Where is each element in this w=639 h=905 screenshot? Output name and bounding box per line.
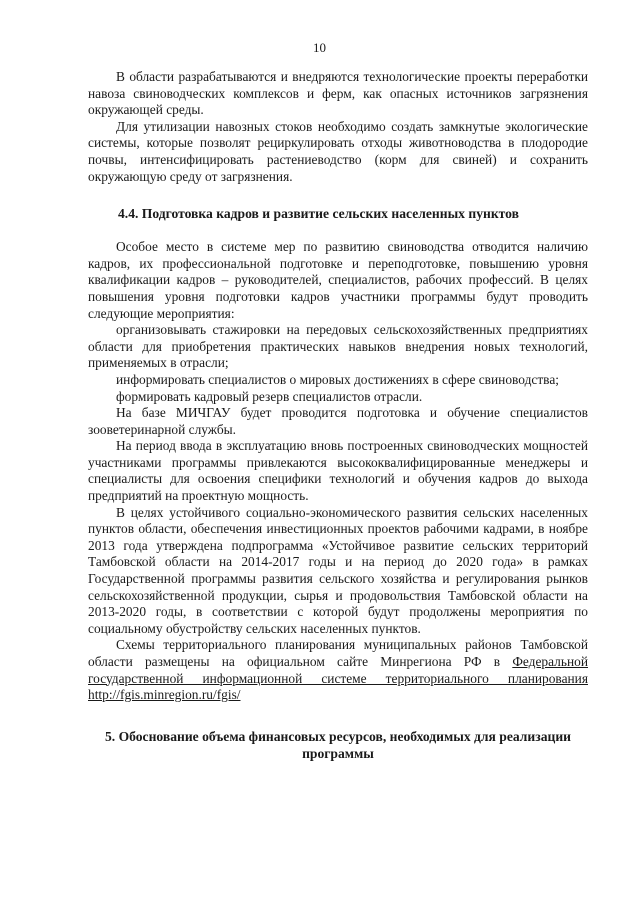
section-4-4-heading: 4.4. Подготовка кадров и развитие сельских населенных пунктов	[118, 206, 519, 222]
list-item-reserve: формировать кадровый резерв специалистов отрасли.	[116, 388, 423, 404]
list-item-internships: организовывать стажировки на передовых сельскохозяйственных предприятиях области для приобретения практических навыков внедрения новых технологий, применяемых в отрасли;	[88, 322, 588, 371]
paragraph-personnel: Особое место в системе мер по развитию свиноводства отводится наличию кадров, их профессиональной подготовке и переподготовке, повышению уровня квалификации кадров – руководителей, специалистов, рабочих профессий. В целях повышения уровня подготовки кадров участники программы будут проводить следующие мероприятия:	[88, 239, 588, 321]
page-number: 10	[313, 40, 326, 55]
paragraph-rural-development: В целях устойчивого социально-экономического развития сельских населенных пунктов области, обеспечения инвестиционных проектов рабочими кадрами, в ноябре 2013 года утверждена подпрограмма «Устойчивое развитие сельских территорий Тамбовской области на 2014-2017 годы и на период до 2020 года» в рамках Государственной программы развития сельского хозяйства и регулирования рынков сельскохозяйственной продукции, сырья и продовольствия Тамбовской области на 2013-2020 годы, в соответствии с которой будут продолжены мероприятия по социальному обустройству сельских населенных пунктов.	[88, 504, 588, 636]
paragraph-territorial-schemes	[88, 637, 588, 703]
schemes-text: Схемы территориального планирования муниципальных районов Тамбовской области размещены на официальном сайте Минрегиона РФ в	[88, 637, 588, 669]
page-content	[88, 69, 588, 762]
paragraph-eco-systems: Для утилизации навозных стоков необходимо создать замкнутые экологические системы, которые позволят рециркулировать отходы животноводства в плодородие почвы, интенсифицировать растениеводство (корм для свиней) и сохранить окружающую среду от загрязнения.	[88, 118, 588, 184]
fgis-link[interactable]: Федеральной государственной информационной системе территориального планирования http://fgis.minregion.ru/fgis/	[88, 654, 588, 703]
paragraph-michgau: На базе МИЧГАУ будет проводится подготовка и обучение специалистов зооветеринарной службы.	[88, 405, 588, 437]
paragraph-commissioning: На период ввода в эксплуатацию вновь построенных свиноводческих мощностей участниками программы привлекаются высококвалифицированные менеджеры и специалисты для освоения специфики технологий и обучения кадров до выхода предприятий на проектную мощность.	[88, 438, 588, 504]
paragraph-manure-projects: В области разрабатываются и внедряются технологические проекты переработки навоза свиноводческих комплексов и ферм, как опасных источников загрязнения окружающей среды.	[88, 69, 588, 118]
list-item-inform: информировать специалистов о мировых достижениях в сфере свиноводства;	[116, 371, 559, 387]
section-5-heading: 5. Обоснование объема финансовых ресурсов, необходимых для реализации программы	[104, 728, 572, 761]
